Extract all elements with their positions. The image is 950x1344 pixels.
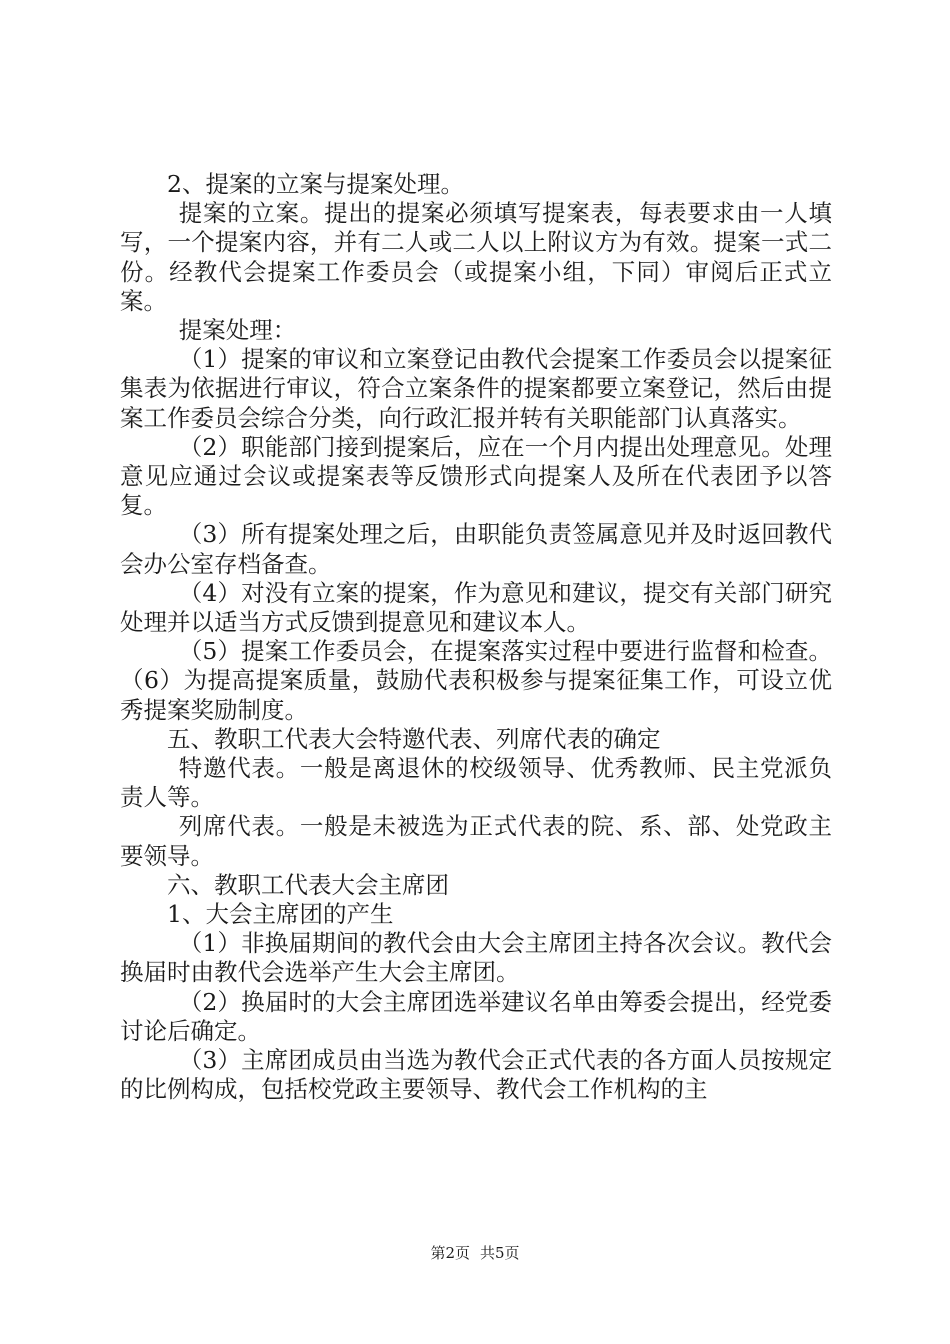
paragraph-presidium-2: （2）换届时的大会主席团选举建议名单由筹委会提出，经党委讨论后确定。 bbox=[120, 987, 832, 1045]
subheading-presidium-formation: 1、大会主席团的产生 bbox=[167, 900, 394, 929]
paragraph-proposal-handling: 提案处理： bbox=[178, 316, 297, 345]
section-heading-5: 五、教职工代表大会特邀代表、列席代表的确定 bbox=[167, 724, 661, 753]
paragraph-presidium-3: （3）主席团成员由当选为教代会正式代表的各方面人员按规定的比例构成，包括校党政主要领导、教代会工作机构的主 bbox=[120, 1046, 832, 1104]
paragraph-item-2: （2）职能部门接到提案后，应在一个月内提出处理意见。处理意见应通过会议或提案表等反馈形式向提案人及所在代表团予以答复。 bbox=[120, 432, 832, 520]
paragraph-presidium-1: （1）非换届期间的教代会由大会主席团主持各次会议。教代会换届时由教代会选举产生大会主席团。 bbox=[120, 929, 832, 987]
document-body bbox=[120, 170, 832, 1105]
paragraph-proposal-filing: 提案的立案。提出的提案必须填写提案表，每表要求由一人填写，一个提案内容，并有二人或二人以上附议方为有效。提案一式二份。经教代会提案工作委员会（或提案小组，下同）审阅后正式立案。 bbox=[120, 199, 832, 315]
paragraph-item-5-6: （5）提案工作委员会，在提案落实过程中要进行监督和检查。（6）为提高提案质量，鼓励代表积极参与提案征集工作，可设立优秀提案奖励制度。 bbox=[120, 637, 832, 724]
section-heading-6: 六、教职工代表大会主席团 bbox=[167, 870, 449, 899]
paragraph-heading-2: 2、提案的立案与提案处理。 bbox=[167, 170, 464, 198]
paragraph-item-4: （4）对没有立案的提案，作为意见和建议，提交有关部门研究处理并以适当方式反馈到提意见和建议本人。 bbox=[120, 578, 832, 637]
paragraph-observer-delegates: 列席代表。一般是未被选为正式代表的院、系、部、处党政主要领导。 bbox=[120, 812, 832, 870]
page-number-total: 共5页 bbox=[480, 1244, 520, 1262]
paragraph-item-3: （3）所有提案处理之后，由职能负责签属意见并及时返回教代会办公室存档备查。 bbox=[120, 520, 832, 578]
page-footer bbox=[0, 1243, 950, 1263]
paragraph-item-1: （1）提案的审议和立案登记由教代会提案工作委员会以提案征集表为依据进行审议，符合立案条件的提案都要立案登记，然后由提案工作委员会综合分类，向行政汇报并转有关职能部门认真落实。 bbox=[120, 345, 832, 432]
paragraph-special-delegates: 特邀代表。一般是离退休的校级领导、优秀教师、民主党派负责人等。 bbox=[120, 754, 832, 812]
page-number-current: 第2页 bbox=[430, 1244, 470, 1262]
